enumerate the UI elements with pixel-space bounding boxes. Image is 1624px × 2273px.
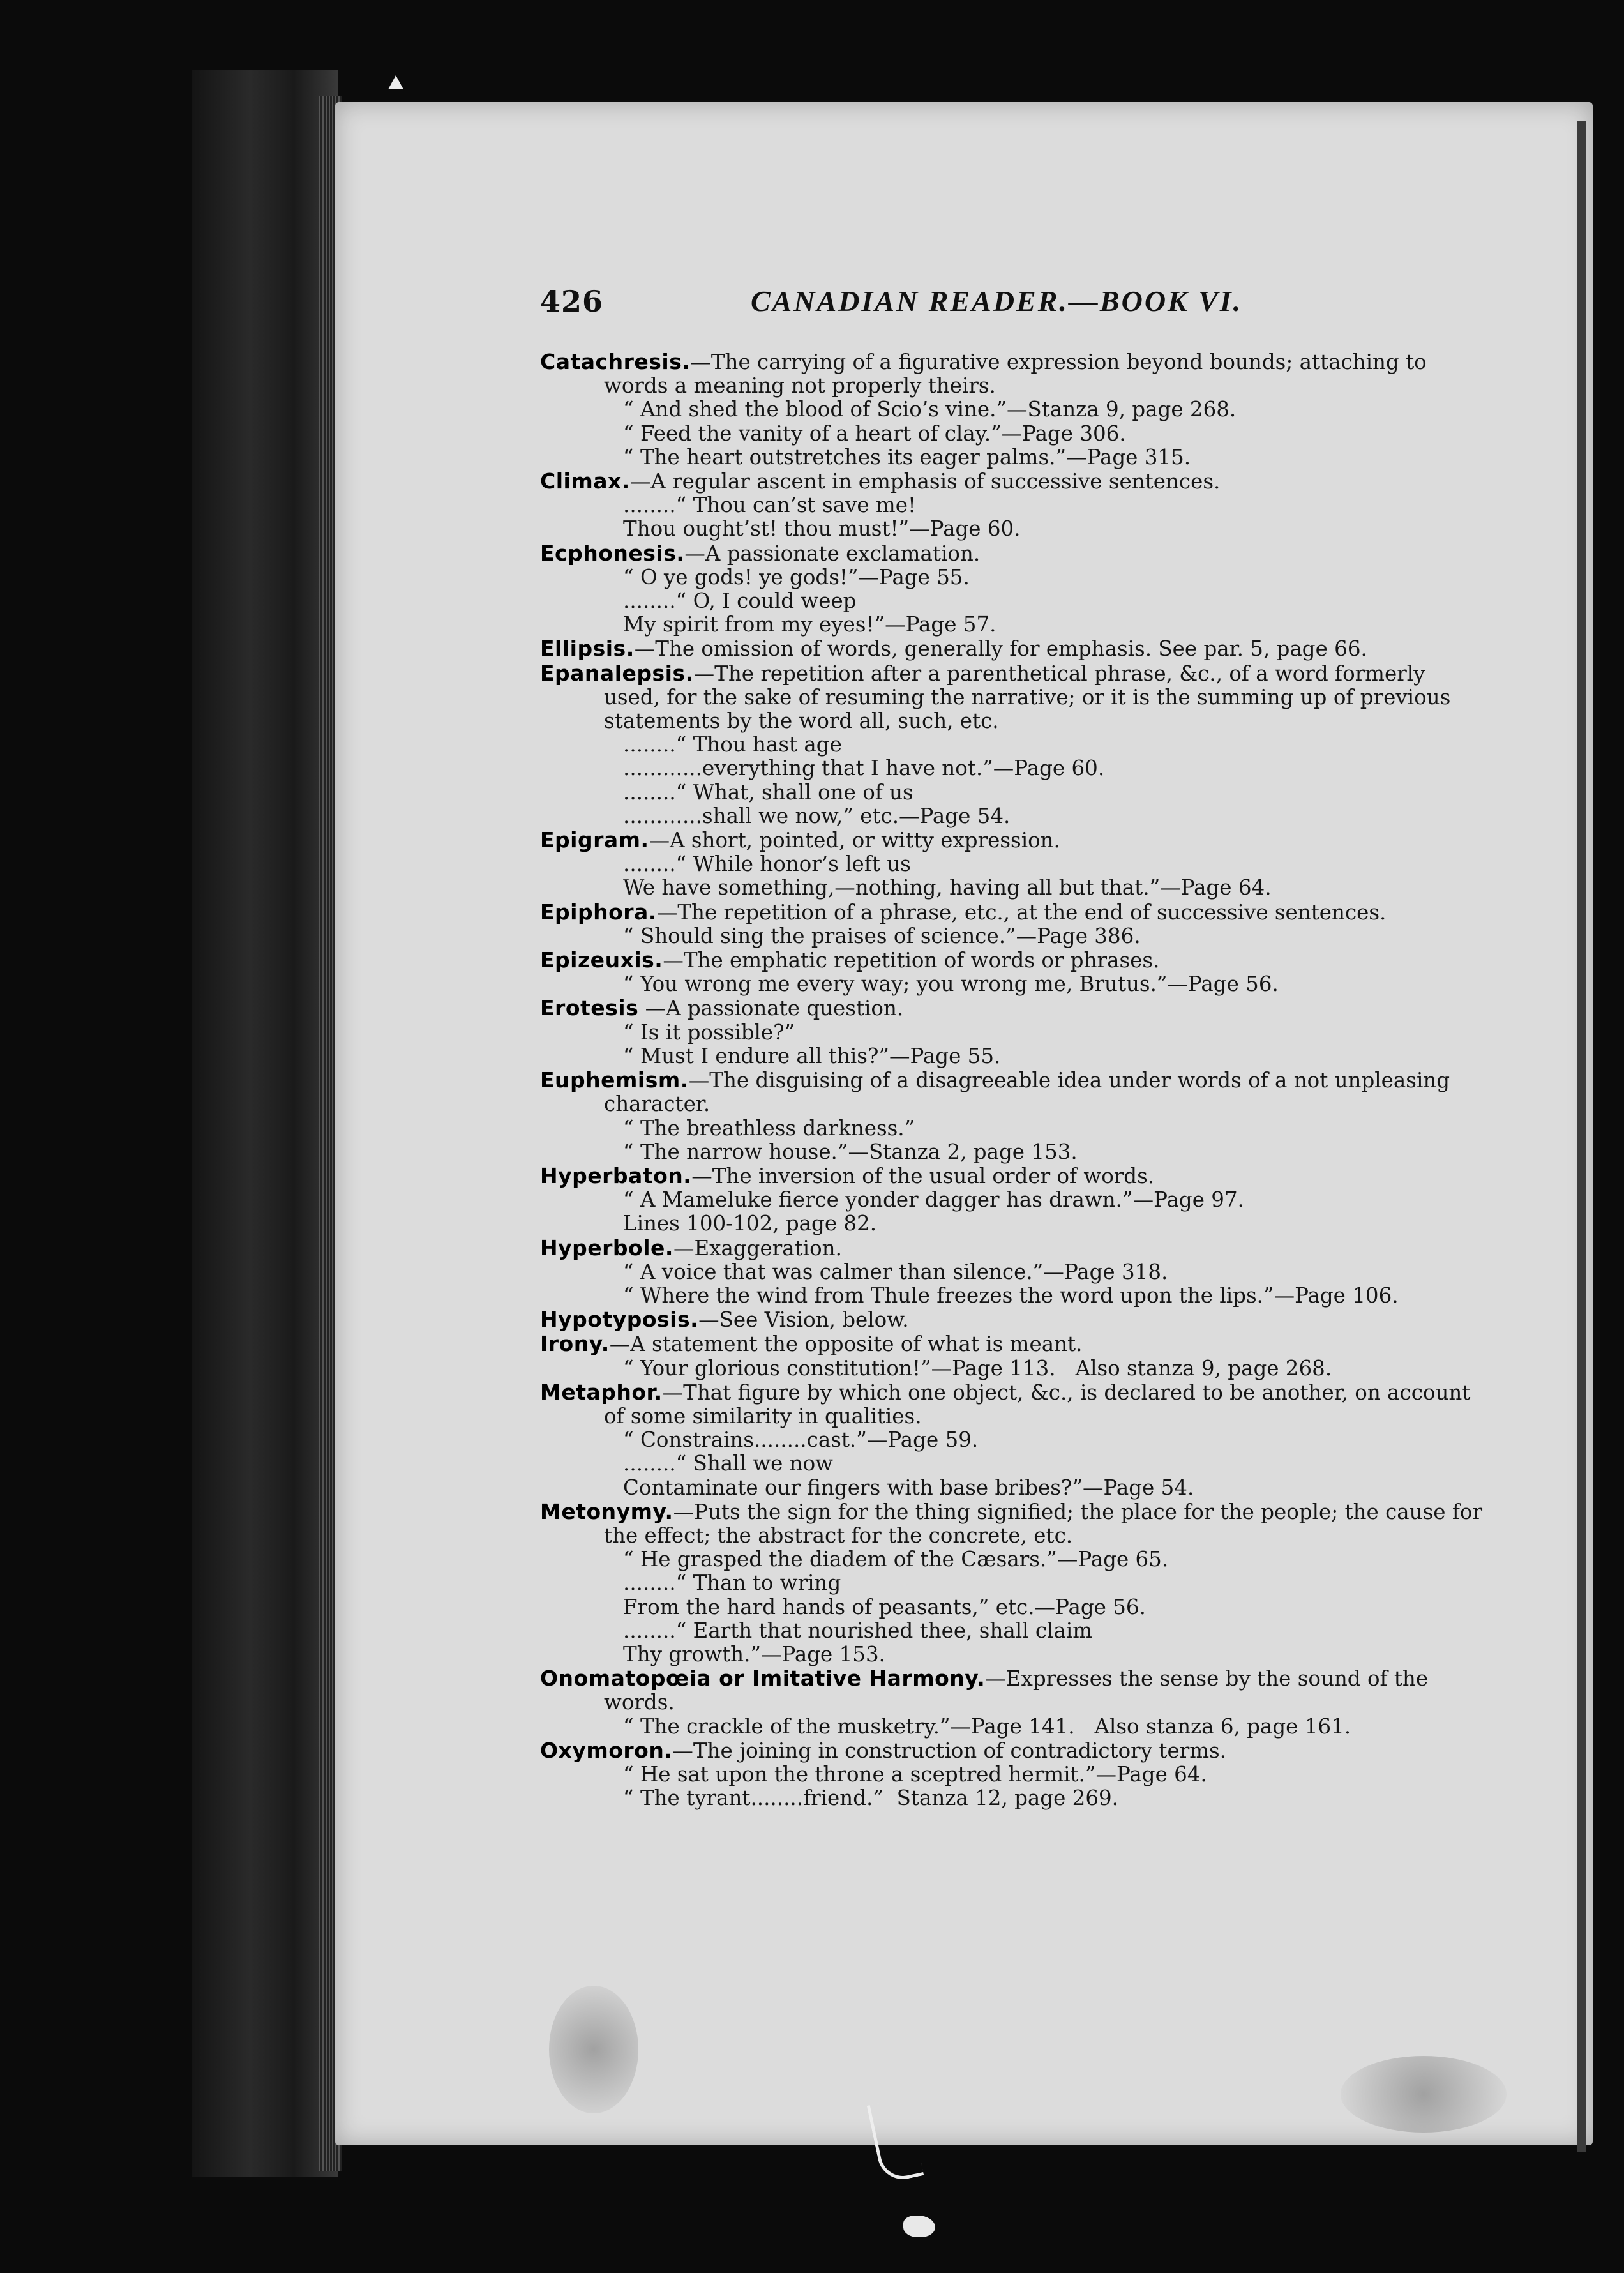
page-stain <box>549 1986 638 2113</box>
definition-text: —The carrying of a figurative expression beyond bounds; attaching to words a meaning not properly theirs. <box>604 350 1427 398</box>
definition-text: —A short, pointed, or witty expression. <box>649 828 1060 853</box>
definition-text: —See Vision, below. <box>698 1308 909 1333</box>
definition-text: —That figure by which one object, &c., is declared to be another, on account of some similarity in qualities. <box>604 1380 1471 1428</box>
example-line: “ Must I endure all this?”—Page 55. <box>623 1043 1001 1068</box>
entry-definition <box>540 1068 1485 1116</box>
entry-definition <box>540 1164 1485 1188</box>
glossary-entry <box>540 661 1485 828</box>
glossary-entry <box>540 996 1485 1068</box>
book-spine <box>192 70 338 2177</box>
glossary-entry <box>540 1380 1485 1500</box>
example-line: “ Constrains........cast.”—Page 59. <box>623 1428 979 1453</box>
example-line: “ O ye gods! ye gods!”—Page 55. <box>623 564 970 589</box>
example-line: “ He grasped the diadem of the Cæsars.”—Page 65. <box>623 1547 1169 1572</box>
entry-definition <box>540 1332 1485 1356</box>
example-line: “ He sat upon the throne a sceptred hermit.”—Page 64. <box>623 1762 1207 1786</box>
example-line: “ The crackle of the musketry.”—Page 141. Also stanza 6, page 161. <box>623 1714 1351 1739</box>
definition-text: —The emphatic repetition of words or phrases. <box>663 948 1160 973</box>
glossary-body <box>540 350 1485 1810</box>
glossary-entry <box>540 637 1485 661</box>
definition-text: —A regular ascent in emphasis of successive sentences. <box>629 469 1221 494</box>
example-line: ........“ Earth that nourished thee, shall claim <box>623 1618 1093 1643</box>
example-line: “ The narrow house.”—Stanza 2, page 153. <box>623 1139 1078 1164</box>
example-line: “ Your glorious constitution!”—Page 113. Also stanza 9, page 268. <box>623 1355 1332 1380</box>
definition-text: —A statement the opposite of what is meant. <box>609 1332 1083 1357</box>
entry-term: Climax. <box>540 469 630 494</box>
example-line: Lines 100-102, page 82. <box>623 1211 877 1236</box>
entry-term: Irony. <box>540 1331 610 1357</box>
definition-text: —The repetition after a parenthetical phrase, &c., of a word formerly used, for the sake of resuming the narrative; or it is the summing up of previous statements by the word all, such, etc. <box>604 661 1451 734</box>
running-title: CANADIAN READER.—BOOK VI. <box>751 285 1243 317</box>
example-line: “ The heart outstretches its eager palms.”—Page 315. <box>623 444 1191 469</box>
entry-definition <box>540 828 1485 852</box>
entry-definition <box>540 996 1485 1020</box>
example-line: “ Feed the vanity of a heart of clay.”—Page 306. <box>623 421 1126 446</box>
entry-definition <box>540 1236 1485 1260</box>
example-line: ........“ Thou can’st save me! <box>623 493 917 518</box>
entry-term: Epigram. <box>540 827 649 853</box>
glossary-entry <box>540 1332 1485 1380</box>
scan-artifact-top <box>388 75 403 89</box>
example-line: “ A voice that was calmer than silence.”—Page 318. <box>623 1259 1168 1284</box>
entry-term: Epiphora. <box>540 899 657 925</box>
entry-term: Erotesis <box>540 995 639 1021</box>
glossary-entry <box>540 1308 1485 1332</box>
entry-term: Ellipsis. <box>540 636 635 661</box>
entry-definition <box>540 900 1485 925</box>
example-line: Thou ought’st! thou must!”—Page 60. <box>623 517 1021 541</box>
entry-definition <box>540 1308 1485 1332</box>
entry-term: Hypotyposis. <box>540 1307 699 1333</box>
glossary-entry <box>540 1068 1485 1164</box>
entry-definition <box>540 350 1485 398</box>
example-line: ........“ While honor’s left us <box>623 852 911 877</box>
entry-term: Hyperbaton. <box>540 1163 692 1188</box>
entry-term: Hyperbole. <box>540 1235 673 1260</box>
entry-term: Catachresis. <box>540 349 691 374</box>
example-line: ........“ What, shall one of us <box>623 780 914 804</box>
example-line: ........“ Thou hast age <box>623 732 842 757</box>
entry-term: Euphemism. <box>540 1068 689 1093</box>
glossary-entry <box>540 350 1485 469</box>
glossary-entry <box>540 828 1485 900</box>
page-stain <box>1341 2056 1507 2133</box>
definition-text: —Exaggeration. <box>673 1235 842 1260</box>
entry-definition <box>540 661 1485 734</box>
example-line: ............shall we now,” etc.—Page 54. <box>623 803 1011 828</box>
page-number: 426 <box>540 284 604 319</box>
definition-text: —The repetition of a phrase, etc., at the end of successive sentences. <box>656 900 1387 925</box>
entry-definition <box>540 637 1485 661</box>
example-line: “ Is it possible?” <box>623 1020 795 1045</box>
glossary-entry <box>540 541 1485 637</box>
entry-definition <box>540 1380 1485 1428</box>
example-line: ............everything that I have not.”—Page 60. <box>623 756 1105 781</box>
entry-definition <box>540 948 1485 972</box>
glossary-entry <box>540 1164 1485 1236</box>
glossary-entry <box>540 1500 1485 1666</box>
example-line: Thy growth.”—Page 153. <box>623 1642 885 1666</box>
entry-term: Metonymy. <box>540 1499 673 1524</box>
example-line: ........“ Shall we now <box>623 1451 833 1476</box>
entry-definition <box>540 1739 1485 1763</box>
glossary-entry <box>540 900 1485 948</box>
entry-definition <box>540 1500 1485 1548</box>
glossary-entry <box>540 1666 1485 1739</box>
definition-text: —A passionate question. <box>638 996 904 1021</box>
glossary-entry <box>540 1236 1485 1308</box>
example-line: “ And shed the blood of Scio’s vine.”—Stanza 9, page 268. <box>623 397 1237 422</box>
example-line: “ You wrong me every way; you wrong me, Brutus.”—Page 56. <box>623 972 1279 997</box>
entry-term: Epizeuxis. <box>540 948 663 973</box>
example-line: “ Should sing the praises of science.”—Page 386. <box>623 923 1141 948</box>
definition-text: —The inversion of the usual order of words. <box>691 1163 1155 1188</box>
scan-artifact-blob <box>903 2216 935 2237</box>
facing-page-edge <box>1577 121 1586 2152</box>
definition-text: —The joining in construction of contradictory terms. <box>672 1738 1227 1763</box>
definition-text: —Puts the sign for the thing signified; the place for the people; the cause for the effect; the abstract for the concrete, etc. <box>604 1499 1482 1548</box>
example-line: “ The breathless darkness.” <box>623 1115 915 1140</box>
entry-term: Metaphor. <box>540 1379 663 1405</box>
example-line: Contaminate our fingers with base bribes?”—Page 54. <box>623 1475 1194 1500</box>
page-header <box>540 284 1287 329</box>
entry-term: Ecphonesis. <box>540 540 685 566</box>
glossary-entry <box>540 948 1485 996</box>
definition-text: —A passionate exclamation. <box>684 541 981 566</box>
example-line: “ Where the wind from Thule freezes the word upon the lips.”—Page 106. <box>623 1283 1399 1308</box>
definition-text: —Expresses the sense by the sound of the words. <box>604 1666 1429 1715</box>
glossary-entry <box>540 469 1485 541</box>
entry-definition <box>540 469 1485 494</box>
example-line: ........“ Than to wring <box>623 1571 841 1596</box>
entry-term: Onomatopœia or Imitative Harmony. <box>540 1666 986 1691</box>
glossary-entry <box>540 1739 1485 1811</box>
example-line: From the hard hands of peasants,” etc.—Page 56. <box>623 1594 1146 1619</box>
example-line: “ The tyrant........friend.” Stanza 12, page 269. <box>623 1786 1119 1811</box>
definition-text: —The disguising of a disagreeable idea under words of a not unpleasing character. <box>604 1068 1450 1117</box>
example-line: “ A Mameluke fierce yonder dagger has drawn.”—Page 97. <box>623 1188 1244 1212</box>
example-line: We have something,—nothing, having all but that.”—Page 64. <box>623 875 1272 900</box>
definition-text: —The omission of words, generally for emphasis. See par. 5, page 66. <box>634 637 1367 661</box>
example-line: ........“ O, I could weep <box>623 589 857 614</box>
example-line: My spirit from my eyes!”—Page 57. <box>623 612 996 637</box>
entry-definition <box>540 1666 1485 1714</box>
entry-definition <box>540 541 1485 566</box>
entry-term: Epanalepsis. <box>540 660 694 686</box>
entry-term: Oxymoron. <box>540 1737 673 1763</box>
